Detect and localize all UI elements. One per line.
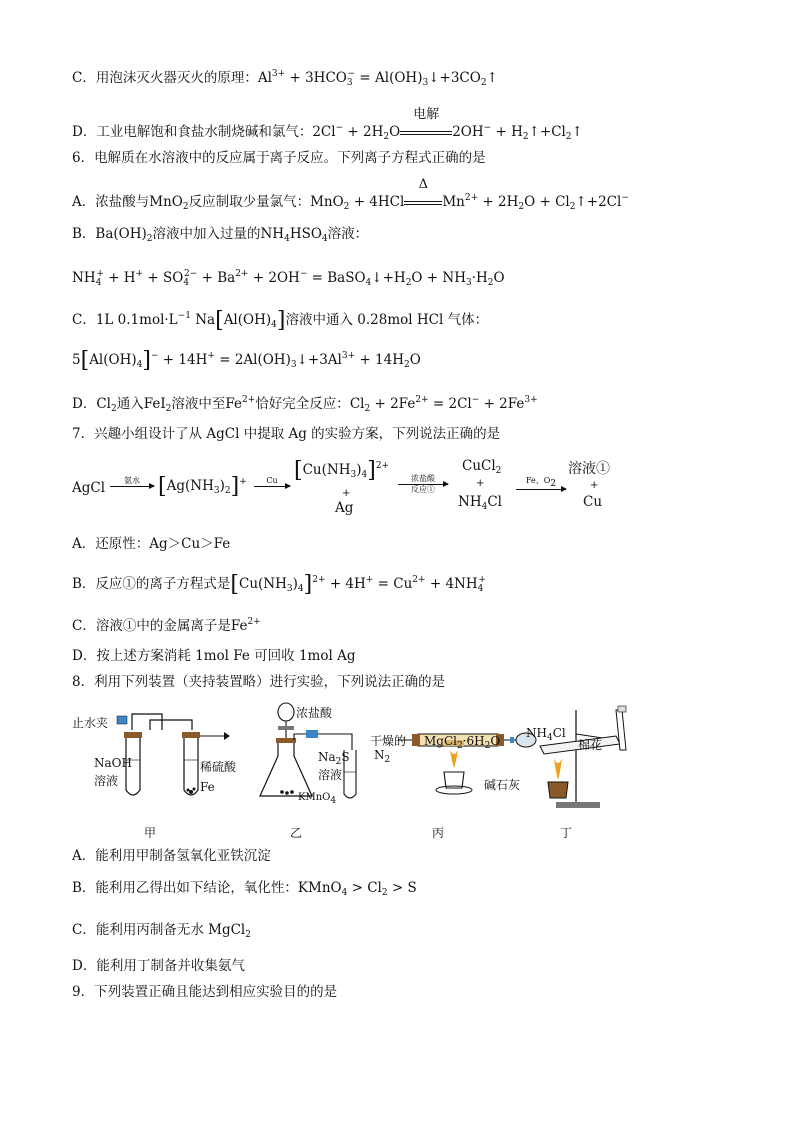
flow-arrow-3: 浓盐酸 反应① [398, 474, 448, 495]
flow-agcl: AgCl [72, 480, 106, 496]
fig-jia-naoh-solution: 溶液 [94, 774, 119, 788]
flow-arrow-2: Cu [254, 476, 290, 487]
flow-ag-nh3: $[Ag(NH_3)_2]^+$ [158, 474, 247, 499]
q8-option-d: D．能利用丁制备并收集氨气 [72, 958, 245, 974]
fig-yi-hcl: 浓盐酸 [296, 706, 333, 720]
fig-jia-fe: Fe [200, 780, 215, 794]
q7-stem: 7．兴趣小组设计了从 AgCl 中提取 Ag 的实验方案，下列说法正确的是 [72, 426, 501, 442]
fig-jia-naoh: NaOH [94, 756, 132, 770]
flow-plus-1: + [342, 488, 351, 499]
flow-solution-1: 溶液① [568, 461, 610, 477]
fig-bing-mgcl2: $MgCl_2\cdot 6H_2O$ [424, 734, 501, 751]
flow-cucl2: CuCl$_2$ [462, 458, 502, 476]
q6-option-a: A．浓盐酸与MnO$_2$反应制取少量氯气：MnO$_2$ + 4HCl Δ $Mn^{2+} + 2H_2O$ + $Cl_2↑+2Cl^-$ [72, 177, 629, 212]
flow-cu-nh3: $[Cu(NH_3)_4]^{2+}$ [294, 458, 390, 483]
q6-option-c-equation: $5[Al(OH)_4]^- + 14H^+$ = $2Al(OH)_3↓+3Al^{3+} + 14H_2O$ [72, 348, 421, 373]
flow-nh4cl: $NH_4Cl$ [458, 494, 502, 512]
q6-option-b: B．$Ba(OH)_2$溶液中加入过量的$NH_4HSO_4$溶液： [72, 226, 369, 244]
fig-bing-soda-lime: 碱石灰 [484, 778, 521, 792]
fig-jia-clamp: 止水夹 [72, 716, 109, 730]
q7-flow-diagram [72, 454, 692, 520]
q5-option-c: C．用泡沫灭火器灭火的原理：$Al^{3+} + 3HCO_3^-$ = $Al(OH)_3↓+3CO_2↑$ [72, 69, 498, 88]
fig-yi-na2s: $Na_2S$ [318, 750, 350, 767]
fig-yi-kmno4: KMnO$_4$ [298, 792, 337, 806]
fig-ding-nh4cl: $NH_4Cl$ [526, 726, 566, 743]
q5-option-d: D．工业电解饱和食盐水制烧碱和氯气：$2Cl^- + 2H_2O$ 电解 $2OH^- + H_2↑+Cl_2↑$ [72, 107, 583, 142]
fig-ding-cotton: 棉花 [578, 738, 603, 752]
flow-plus-2: + [476, 478, 485, 489]
q7-option-d: D．按上述方案消耗 1mol Fe 可回收 1mol Ag [72, 648, 356, 664]
flow-arrow-1: 氨水 [110, 476, 154, 487]
q6-stem: 6．电解质在水溶液中的反应属于离子反应。下列离子方程式正确的是 [72, 150, 486, 166]
q7-option-a: A．还原性：Ag＞Cu＞Fe [72, 536, 231, 552]
q8-option-c: C．能利用丙制备无水 MgCl$_2$ [72, 922, 251, 940]
q6-option-b-equation: $NH_4^+ + H^+ + SO_4^{2-} + Ba^{2+} + 2OH^-$ = $BaSO_4↓+H_2O + NH_3\cdot H_2O$ [72, 269, 505, 288]
q7-option-b: B．反应①的离子方程式是$[Cu(NH_3)_4]^{2+} + 4H^+ = Cu^{2+} + 4NH_4^+$ [72, 572, 486, 597]
fig-bing-caption: 丙 [432, 826, 445, 840]
q9-stem: 9．下列装置正确且能达到相应实验目的的是 [72, 984, 338, 1000]
flow-cu: Cu [583, 494, 603, 510]
q8-option-b: B．能利用乙得出如下结论，氧化性：KMnO$_4$ > $Cl_2 > S$ [72, 880, 417, 898]
flow-arrow-4: Fe、$O_2$ [516, 476, 566, 490]
fig-jia-caption: 甲 [144, 826, 157, 840]
fig-ding-caption: 丁 [560, 826, 573, 840]
q8-apparatus-figures [72, 700, 652, 840]
q6-option-c: C．1L $0.1mol\cdot L^{-1}$ $Na[Al(OH)_4]$溶液中通入 0.28mol HCl 气体： [72, 308, 489, 333]
q8-option-a: A．能利用甲制备氢氧化亚铁沉淀 [72, 848, 271, 864]
flow-ag: Ag [335, 500, 354, 516]
flow-plus-3: + [590, 480, 599, 491]
heat-delta: Δ [418, 177, 428, 192]
q7-option-c: C．溶液①中的金属离子是$Fe^{2+}$ [72, 617, 261, 634]
fig-yi-caption: 乙 [290, 826, 303, 840]
q6-option-d: D．$Cl_2$通入FeI$_2$溶液中至$Fe^{2+}$恰好完全反应：$Cl_2 + 2Fe^{2+} = 2Cl^- + 2Fe^{3+}$ [72, 395, 538, 414]
fig-bing-n2: $N_2$ [374, 748, 391, 765]
q8-stem: 8．利用下列装置（夹持装置略）进行实验，下列说法正确的是 [72, 674, 446, 690]
fig-yi-na2s-solution: 溶液 [318, 768, 343, 782]
electrolysis-label: 电解 [413, 107, 440, 122]
fig-jia-acid: 稀硫酸 [200, 760, 237, 774]
fig-ding-drawing [526, 700, 636, 814]
fig-bing-dry: 干燥的 [370, 734, 407, 748]
